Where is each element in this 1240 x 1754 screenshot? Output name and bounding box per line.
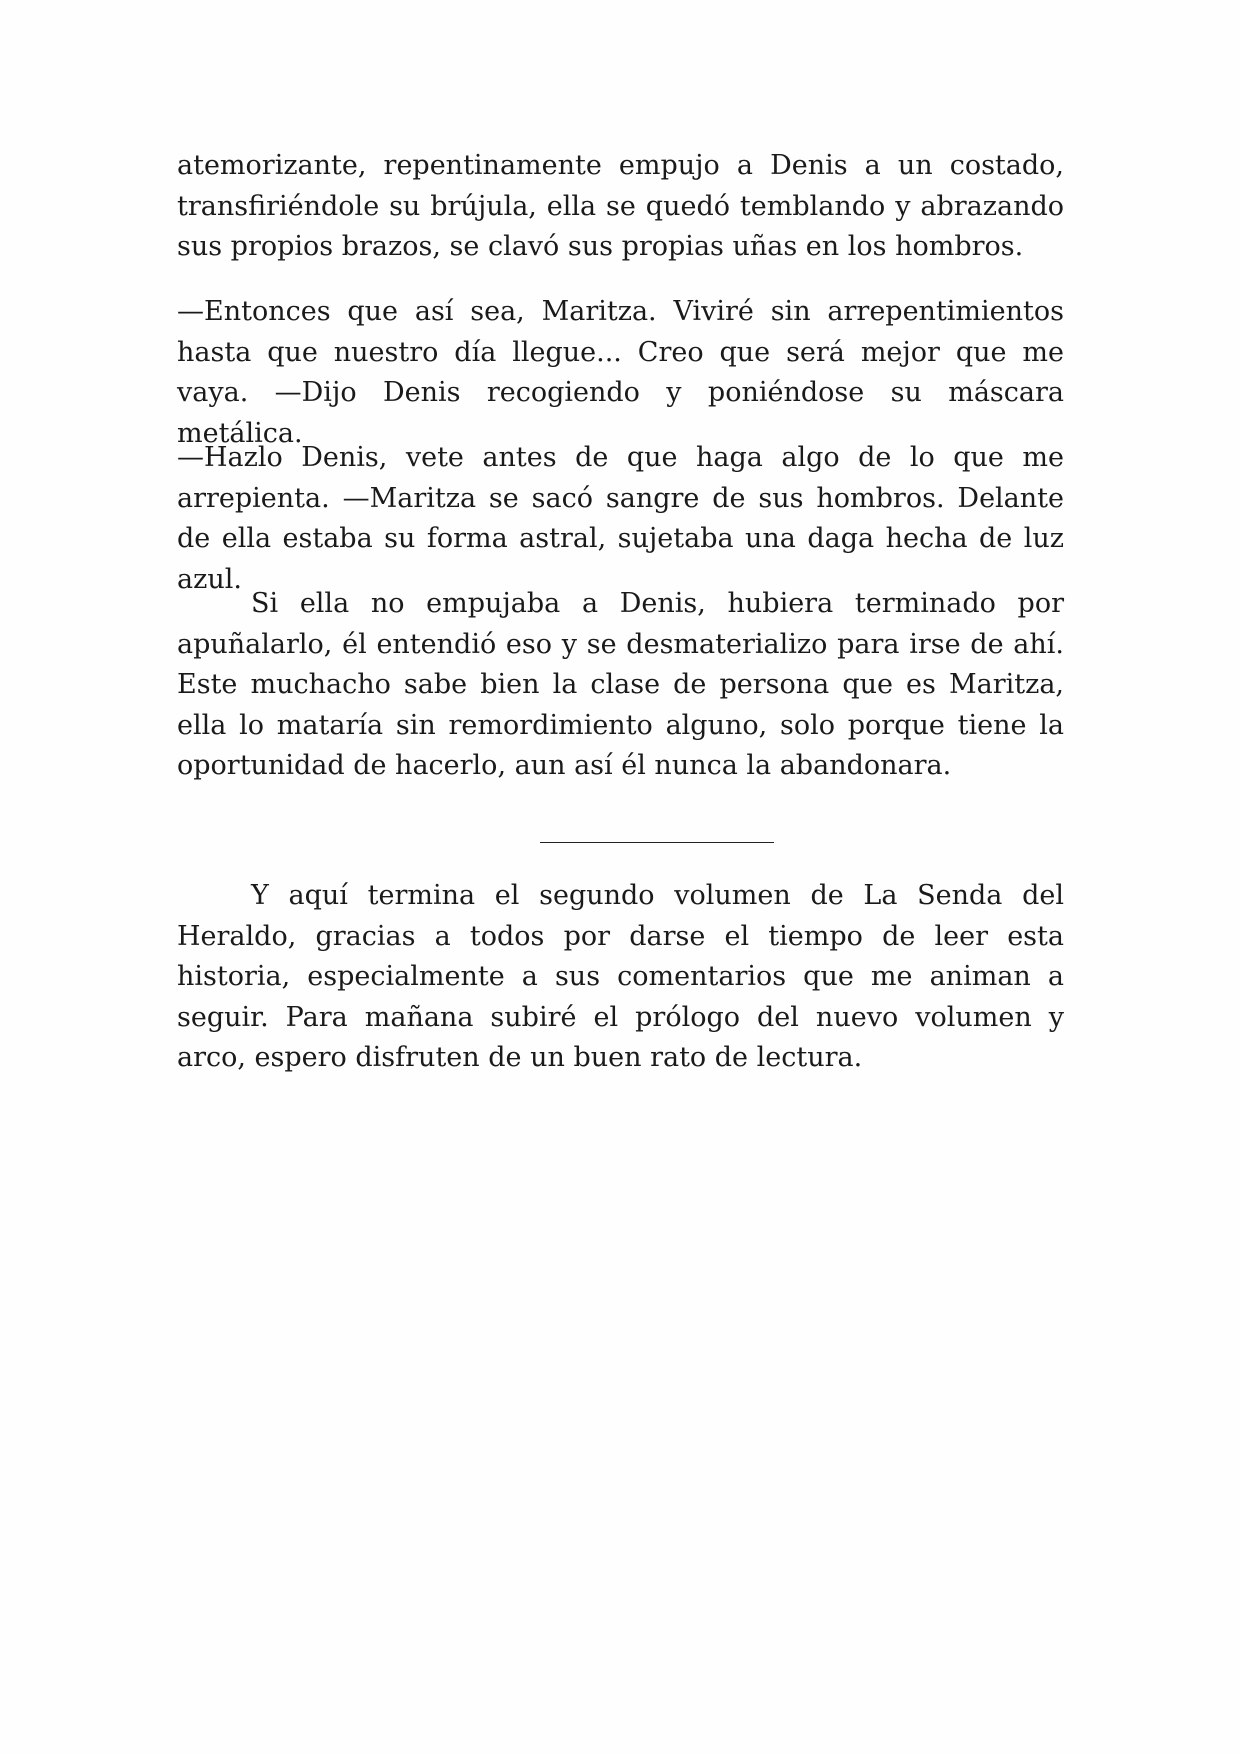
paragraph-continuation: atemorizante, repentinamente empujo a Denis a un costado, transfiriéndole su brújula, ella se quedó temblando y abrazando sus propios brazos, se clavó sus propias uñas en los hombros. xyxy=(177,150,1064,262)
section-divider xyxy=(540,842,774,843)
dialogue-paragraph-maritza: —Hazlo Denis, vete antes de que haga algo de lo que me arrepienta. —Maritza se sacó sangre de sus hombros. Delante de ella estaba su forma astral, sujetaba una daga hecha de luz azul. xyxy=(177,442,1064,595)
dialogue-paragraph-denis: —Entonces que así sea, Maritza. Viviré sin arrepentimientos hasta que nuestro día llegue... Creo que será mejor que me vaya. —Dijo Denis recogiendo y poniéndose su máscara metálica. xyxy=(177,296,1064,449)
narrative-paragraph: Si ella no empujaba a Denis, hubiera terminado por apuñalarlo, él entendió eso y se desmaterializo para irse de ahí. Este muchacho sabe bien la clase de persona que es Maritza, ella lo mataría sin remordimiento alguno, solo porque tiene la oportunidad de hacerlo, aun así él nunca la abandonara. xyxy=(177,588,1064,781)
author-note-paragraph: Y aquí termina el segundo volumen de La Senda del Heraldo, gracias a todos por darse el tiempo de leer esta historia, especialmente a sus comentarios que me animan a seguir. Para mañana subiré el prólogo del nuevo volumen y arco, espero disfruten de un buen rato de lectura. xyxy=(177,880,1064,1073)
